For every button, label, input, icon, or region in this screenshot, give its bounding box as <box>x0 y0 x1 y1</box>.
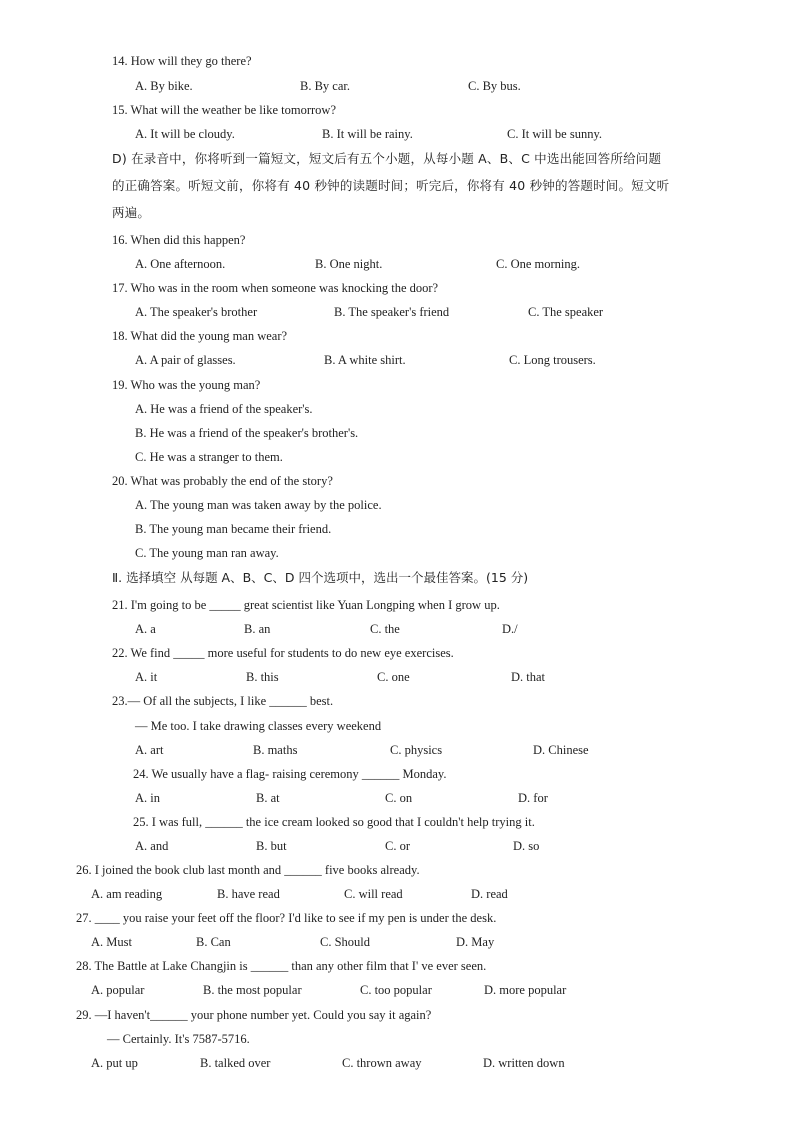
question-16-option-a: A. One afternoon. <box>135 257 226 271</box>
question-14-stem: 14. How will they go there? <box>112 54 252 68</box>
question-20-option-c: C. The young man ran away. <box>135 546 279 560</box>
question-28-stem: 28. The Battle at Lake Changjin is ______ than any other film that I' ve ever seen. <box>76 959 487 973</box>
question-17-option-a: A. The speaker's brother <box>135 305 258 319</box>
question-18-option-a: A. A pair of glasses. <box>135 353 236 367</box>
question-24-option-b: B. at <box>256 791 280 805</box>
question-23-stem: 23.— Of all the subjects, I like ______ best. <box>112 694 334 708</box>
question-24-stem: 24. We usually have a flag- raising ceremony ______ Monday. <box>133 767 447 781</box>
question-17-option-b: B. The speaker's friend <box>334 305 450 319</box>
question-17-option-c: C. The speaker <box>528 305 604 319</box>
question-28-option-a: A. popular <box>91 983 145 997</box>
question-25-stem: 25. I was full, ______ the ice cream looked so good that I couldn't help trying it. <box>133 815 535 829</box>
question-19-option-c: C. He was a stranger to them. <box>135 450 283 464</box>
question-25-option-d: D. so <box>513 839 540 853</box>
question-25-option-c: C. or <box>385 839 410 853</box>
section-d-instruction-line2: 的正确答案。听短文前，你将有 40 秒钟的读题时间；听完后，你将有 40 秒钟的答题时间。短文听 <box>112 178 670 193</box>
question-24-option-c: C. on <box>385 791 413 805</box>
question-28-option-d: D. more popular <box>484 983 567 997</box>
question-25-option-a: A. and <box>135 839 169 853</box>
question-19-option-a: A. He was a friend of the speaker's. <box>135 402 313 416</box>
section-d-instruction-line1: D) 在录音中，你将听到一篇短文，短文后有五个小题，从每小题 A、B、C 中选出能回答所给问题 <box>112 151 662 166</box>
question-23-option-c: C. physics <box>390 743 443 757</box>
question-26-option-d: D. read <box>471 887 508 901</box>
question-22-option-b: B. this <box>246 670 279 684</box>
question-27-stem: 27. ____ you raise your feet off the floor? I'd like to see if my pen is under the desk. <box>76 911 497 925</box>
question-19-stem: 19. Who was the young man? <box>112 378 261 392</box>
section-d-instruction-line3: 两遍。 <box>112 205 151 220</box>
question-23-option-b: B. maths <box>253 743 298 757</box>
question-27-option-a: A. Must <box>91 935 132 949</box>
question-26-option-a: A. am reading <box>91 887 163 901</box>
question-26-stem: 26. I joined the book club last month and ______ five books already. <box>76 863 420 877</box>
question-25-option-b: B. but <box>256 839 287 853</box>
question-29-reply: — Certainly. It's 7587-5716. <box>107 1032 250 1046</box>
question-23-reply: — Me too. I take drawing classes every weekend <box>135 719 382 733</box>
question-26-option-c: C. will read <box>344 887 403 901</box>
question-28-option-c: C. too popular <box>360 983 432 997</box>
question-16-option-c: C. One morning. <box>496 257 581 271</box>
question-27-option-d: D. May <box>456 935 495 949</box>
question-16-option-b: B. One night. <box>315 257 383 271</box>
question-20-option-b: B. The young man became their friend. <box>135 522 332 536</box>
question-28-option-b: B. the most popular <box>203 983 302 997</box>
question-22-option-d: D. that <box>511 670 546 684</box>
question-27-option-c: C. Should <box>320 935 371 949</box>
question-29-option-a: A. put up <box>91 1056 138 1070</box>
question-29-option-d: D. written down <box>483 1056 565 1070</box>
question-15-option-c: C. It will be sunny. <box>507 127 603 141</box>
question-21-option-c: C. the <box>370 622 400 636</box>
question-29-stem: 29. —I haven't______ your phone number yet. Could you say it again? <box>76 1008 432 1022</box>
question-18-option-b: B. A white shirt. <box>324 353 406 367</box>
question-14-option-b: B. By car. <box>300 79 350 93</box>
question-24-option-a: A. in <box>135 791 160 805</box>
question-21-option-d: D./ <box>502 622 518 636</box>
question-15-option-a: A. It will be cloudy. <box>135 127 235 141</box>
question-22-option-c: C. one <box>377 670 410 684</box>
question-20-option-a: A. The young man was taken away by the police. <box>135 498 382 512</box>
question-15-stem: 15. What will the weather be like tomorrow? <box>112 103 337 117</box>
question-21-option-b: B. an <box>244 622 271 636</box>
question-23-option-d: D. Chinese <box>533 743 589 757</box>
question-15-option-b: B. It will be rainy. <box>322 127 413 141</box>
question-18-option-c: C. Long trousers. <box>509 353 596 367</box>
section-2-heading: Ⅱ. 选择填空 从每题 A、B、C、D 四个选项中，选出一个最佳答案。(15 分) <box>112 570 529 585</box>
question-23-option-a: A. art <box>135 743 164 757</box>
question-18-stem: 18. What did the young man wear? <box>112 329 288 343</box>
question-27-option-b: B. Can <box>196 935 231 949</box>
question-16-stem: 16. When did this happen? <box>112 233 246 247</box>
question-17-stem: 17. Who was in the room when someone was knocking the door? <box>112 281 439 295</box>
question-14-option-a: A. By bike. <box>135 79 193 93</box>
question-29-option-c: C. thrown away <box>342 1056 422 1070</box>
question-22-stem: 22. We find _____ more useful for students to do new eye exercises. <box>112 646 454 660</box>
question-14-option-c: C. By bus. <box>468 79 521 93</box>
question-22-option-a: A. it <box>135 670 158 684</box>
question-19-option-b: B. He was a friend of the speaker's brother's. <box>135 426 359 440</box>
question-21-option-a: A. a <box>135 622 156 636</box>
question-26-option-b: B. have read <box>217 887 280 901</box>
question-24-option-d: D. for <box>518 791 548 805</box>
question-21-stem: 21. I'm going to be _____ great scientist like Yuan Longping when I grow up. <box>112 598 500 612</box>
question-20-stem: 20. What was probably the end of the story? <box>112 474 333 488</box>
question-29-option-b: B. talked over <box>200 1056 271 1070</box>
